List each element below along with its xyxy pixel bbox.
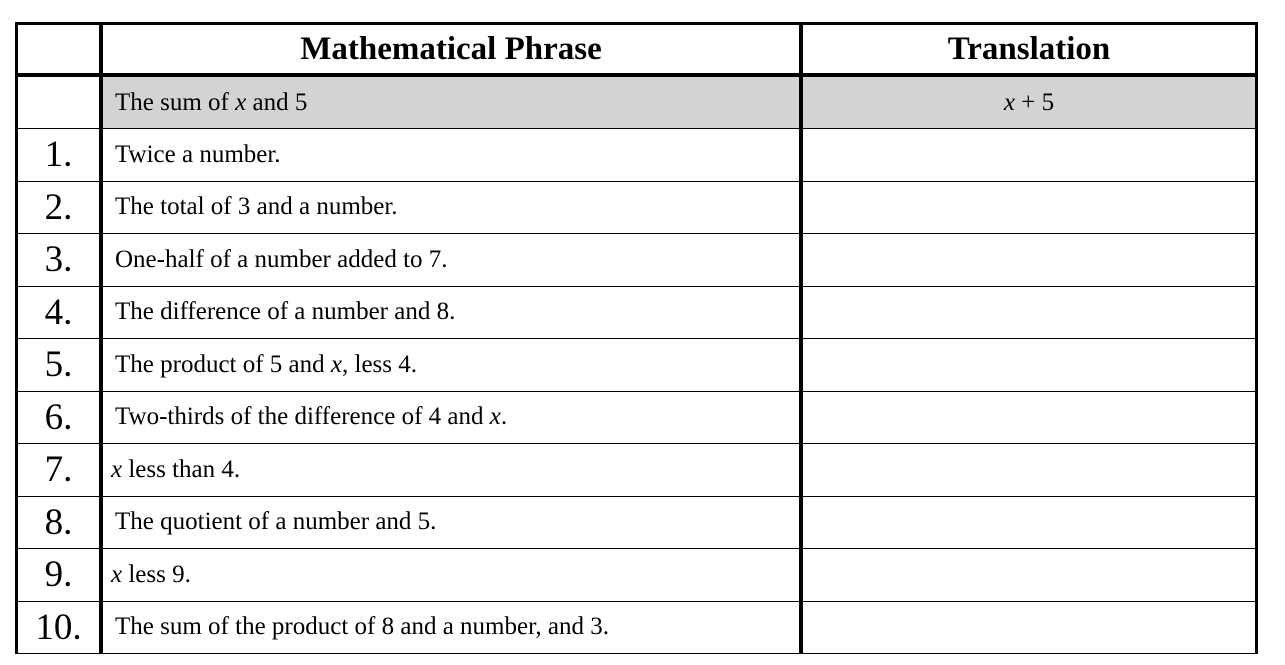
row-translation-field[interactable] — [801, 391, 1255, 444]
phrase-text: The total of 3 and a number. — [115, 193, 398, 221]
header-translation: Translation — [801, 25, 1255, 75]
phrase-text: One-half of a number added to 7. — [115, 245, 448, 273]
table-row — [18, 496, 1255, 549]
row-number: 4. — [18, 286, 101, 339]
row-number: 3. — [18, 234, 101, 287]
phrase-text: , less 4. — [342, 350, 418, 378]
row-phrase — [101, 391, 801, 444]
phrase-text: The quotient of a number and 5. — [115, 508, 437, 536]
row-number: 6. — [18, 391, 101, 444]
row-translation-field[interactable] — [801, 601, 1255, 654]
variable-x: x — [235, 88, 247, 116]
row-translation-field[interactable] — [801, 496, 1255, 549]
variable-x: x — [1003, 88, 1015, 116]
row-translation-field[interactable] — [801, 181, 1255, 234]
table-row — [18, 286, 1255, 339]
row-number: 9. — [18, 549, 101, 602]
row-phrase — [101, 444, 801, 497]
row-translation-field[interactable] — [801, 444, 1255, 497]
example-phrase — [101, 75, 801, 129]
phrase-text: The sum of the product of 8 and a number, and 3. — [115, 613, 610, 641]
row-phrase — [101, 601, 801, 654]
table-row — [18, 129, 1255, 182]
row-phrase — [101, 496, 801, 549]
row-number: 2. — [18, 181, 101, 234]
table-row — [18, 444, 1255, 497]
row-number: 1. — [18, 129, 101, 182]
row-phrase — [101, 339, 801, 392]
table-row — [18, 234, 1255, 287]
row-phrase — [101, 286, 801, 339]
phrase-text: . — [500, 403, 508, 431]
row-translation-field[interactable] — [801, 286, 1255, 339]
phrase-text: and 5 — [246, 88, 308, 116]
table-row — [18, 181, 1255, 234]
translation-text: + 5 — [1015, 88, 1055, 116]
example-row — [18, 75, 1255, 129]
phrase-text: Two-thirds of the difference of 4 and — [115, 403, 490, 431]
row-phrase — [101, 549, 801, 602]
header-row — [18, 25, 1255, 75]
row-translation-field[interactable] — [801, 234, 1255, 287]
row-number: 10. — [18, 601, 101, 654]
row-translation-field[interactable] — [801, 129, 1255, 182]
table-row — [18, 601, 1255, 654]
worksheet-table-frame — [15, 22, 1258, 654]
variable-x: x — [489, 403, 501, 431]
row-translation-field[interactable] — [801, 339, 1255, 392]
row-number: 7. — [18, 444, 101, 497]
example-translation — [801, 75, 1255, 129]
variable-x: x — [111, 455, 123, 483]
variable-x: x — [111, 560, 123, 588]
variable-x: x — [330, 350, 343, 378]
phrase-text: The sum of — [115, 88, 236, 116]
row-phrase — [101, 234, 801, 287]
row-phrase — [101, 129, 801, 182]
header-mathematical-phrase: Mathematical Phrase — [101, 25, 801, 75]
table-row — [18, 391, 1255, 444]
table-row — [18, 549, 1255, 602]
phrase-text: The difference of a number and 8. — [115, 298, 456, 326]
header-number — [18, 25, 101, 75]
phrase-text: Twice a number. — [115, 140, 281, 168]
phrase-text: less 9. — [122, 560, 191, 588]
phrase-text: less than 4. — [122, 455, 241, 483]
phrase-text: The product of 5 and — [115, 350, 331, 378]
example-number — [18, 75, 101, 129]
row-number: 8. — [18, 496, 101, 549]
translation-table — [18, 25, 1255, 654]
row-phrase — [101, 181, 801, 234]
table-row — [18, 339, 1255, 392]
row-number: 5. — [18, 339, 101, 392]
row-translation-field[interactable] — [801, 549, 1255, 602]
